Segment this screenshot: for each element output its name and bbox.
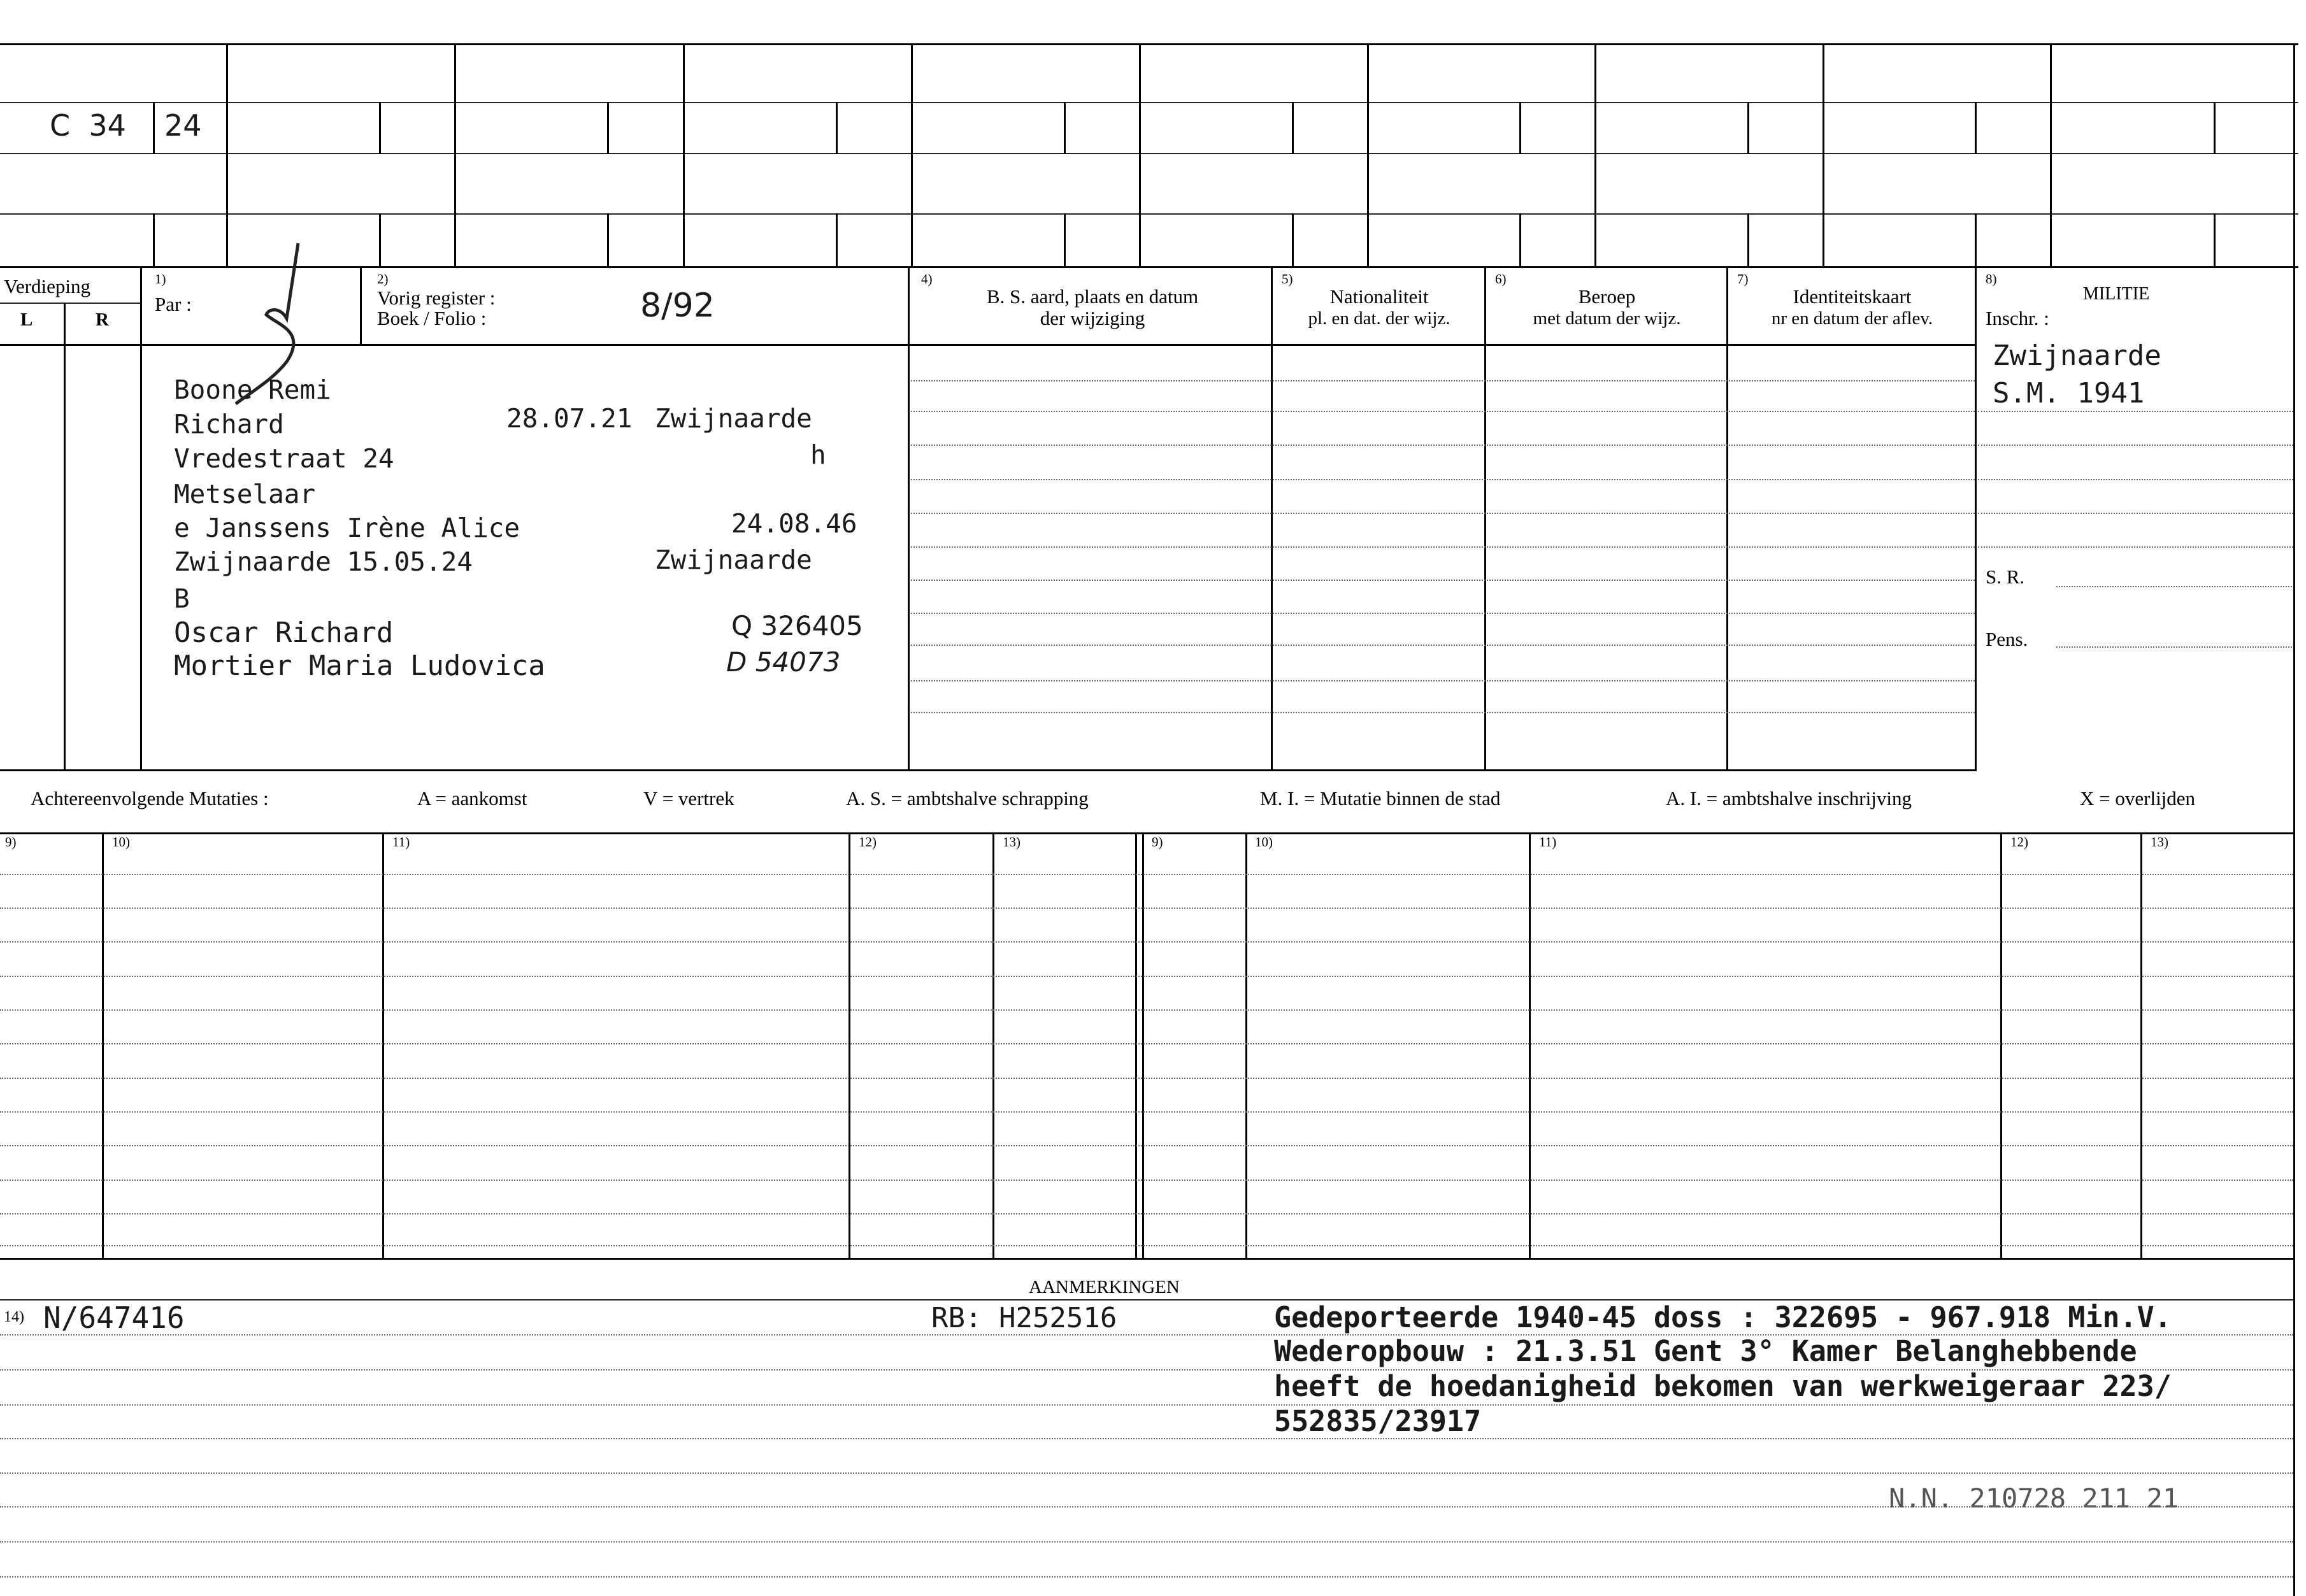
card-section-number: [50, 108, 126, 143]
col1-num: 1): [155, 271, 166, 287]
person-mother: Mortier Maria Ludovica: [174, 650, 545, 682]
col4-line2: der wijziging: [1040, 307, 1145, 329]
mut-col-11b: 11): [1539, 834, 1557, 850]
col4-num: 4): [921, 271, 933, 287]
person-father: Oscar Richard: [174, 616, 394, 649]
col6-line1: Beroep: [1578, 285, 1636, 308]
person-occupation: Metselaar: [174, 479, 316, 509]
col7-line1: Identiteitskaart: [1793, 285, 1912, 308]
col7-line2: nr en datum der aflev.: [1771, 308, 1933, 329]
person-spouse-birth: Zwijnaarde 15.05.24: [174, 546, 473, 577]
par-mark-stroke: [229, 237, 331, 409]
militia-pens-label: Pens.: [1986, 628, 2028, 650]
remarks-line2: Wederopbouw : 21.3.51 Gent 3° Kamer Belanghebbende: [1274, 1334, 2137, 1368]
col7-num: 7): [1737, 271, 1749, 287]
col8-num: 8): [1986, 271, 1997, 287]
person-spouse-birth-place: Zwijnaarde: [655, 545, 812, 575]
remarks-title: AANMERKINGEN: [1029, 1277, 1180, 1297]
legend-a: A = aankomst: [417, 787, 527, 809]
person-surname: Boone Remi: [174, 374, 331, 405]
col2-label-line1: Vorig register :: [377, 287, 496, 309]
legend-mi: M. I. = Mutatie binnen de stad: [1260, 787, 1501, 809]
remarks-line4: 552835/23917: [1274, 1404, 1482, 1438]
mut-col-10: 10): [112, 834, 130, 850]
remarks-rb-number: RB: H252516: [931, 1302, 1117, 1334]
mut-col-11: 11): [392, 834, 410, 850]
floor-label: Verdieping: [4, 275, 91, 297]
person-birth-date: 28.07.21: [506, 403, 633, 434]
militia-class: S.M. 1941: [1993, 377, 2145, 410]
militia-sr-label: S. R.: [1986, 566, 2025, 588]
mut-col-9b: 9): [1152, 834, 1163, 850]
person-address: Vredestraat 24: [174, 443, 394, 474]
col4-line1: B. S. aard, plaats en datum: [986, 285, 1199, 308]
mut-col-10b: 10): [1255, 834, 1273, 850]
remarks-num: 14): [4, 1309, 24, 1325]
remarks-line3: heeft de hoedanigheid bekomen van werkweigeraar 223/: [1274, 1369, 2172, 1403]
person-birth-place: Zwijnaarde: [655, 403, 812, 434]
militia-inschr-label: Inschr. :: [1986, 307, 2049, 329]
mut-col-12: 12): [859, 834, 877, 850]
floor-left: L: [20, 310, 33, 330]
person-marriage-date: 24.08.46: [731, 508, 857, 539]
mut-col-9: 9): [5, 834, 17, 850]
section-number: 34: [89, 108, 126, 143]
col2-label-line2: Boek / Folio :: [377, 307, 487, 329]
remarks-registry-number: N/647416: [43, 1300, 185, 1335]
col5-line2: pl. en dat. der wijz.: [1308, 308, 1450, 329]
mut-col-12b: 12): [2010, 834, 2028, 850]
person-father-code: Q 326405: [731, 610, 863, 641]
mut-col-13b: 13): [2151, 834, 2168, 850]
remarks-line1: Gedeporteerde 1940-45 doss : 322695 - 967.918 Min.V.: [1274, 1300, 2172, 1334]
section-letter: C: [50, 108, 71, 143]
militia-place: Zwijnaarde: [1993, 339, 2161, 372]
legend-x: X = overlijden: [2080, 787, 2196, 809]
col5-line1: Nationaliteit: [1329, 285, 1429, 308]
person-status-mark: h: [810, 439, 826, 470]
person-status-b: B: [174, 583, 190, 614]
house-number: 24: [164, 108, 202, 143]
person-spouse: e Janssens Irène Alice: [174, 513, 520, 543]
col5-num: 5): [1282, 271, 1293, 287]
legend-ai: A. I. = ambtshalve inschrijving: [1666, 787, 1912, 809]
mut-col-13: 13): [1003, 834, 1021, 850]
mutations-title: Achtereenvolgende Mutaties :: [31, 787, 269, 809]
floor-right: R: [96, 310, 109, 330]
col6-num: 6): [1495, 271, 1507, 287]
col6-line2: met datum der wijz.: [1533, 308, 1681, 329]
previous-register-value: 8/92: [640, 287, 715, 325]
legend-v: V = vertrek: [643, 787, 734, 809]
legend-as: A. S. = ambtshalve schrapping: [846, 787, 1089, 809]
col1-label: Par :: [155, 293, 192, 315]
national-number: N.N. 210728 211 21: [1889, 1483, 2179, 1514]
person-second-name: Richard: [174, 409, 284, 439]
militia-title: MILITIE: [2083, 284, 2150, 304]
col2-num: 2): [377, 271, 389, 287]
person-mother-code: D 54073: [726, 646, 841, 678]
